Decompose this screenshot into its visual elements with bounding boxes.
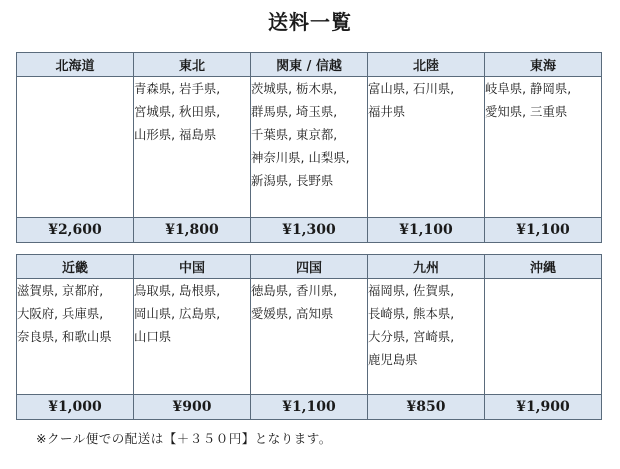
prefecture-line: 福井県 <box>368 104 406 119</box>
prefecture-line: 富山県, 石川県, <box>368 81 455 96</box>
prefecture-line: 長崎県, 熊本県, <box>368 306 455 321</box>
region-header-row <box>17 255 602 279</box>
page-title: 送料一覧 <box>268 10 352 34</box>
prefecture-cell-kinki <box>17 279 134 395</box>
prefecture-cell-kyushu <box>368 279 485 395</box>
prefecture-line: 山形県, 福島県 <box>134 127 217 142</box>
prefecture-line: 群馬県, 埼玉県, <box>251 104 338 119</box>
price-chugoku: ¥900 <box>134 395 251 420</box>
price-hokkaido: ¥2,600 <box>17 218 134 243</box>
region-header-shikoku: 四国 <box>251 255 368 279</box>
prefecture-line: 宮城県, 秋田県, <box>134 104 221 119</box>
price-kanto-shinetsu: ¥1,300 <box>251 218 368 243</box>
region-header-kinki: 近畿 <box>17 255 134 279</box>
region-header-kyushu: 九州 <box>368 255 485 279</box>
prefecture-cell-tokai <box>485 77 602 218</box>
price-row <box>17 218 602 243</box>
cool-delivery-note: ※クール便での配送は【＋３５０円】となります。 <box>36 431 332 446</box>
price-hokuriku: ¥1,100 <box>368 218 485 243</box>
price-tohoku: ¥1,800 <box>134 218 251 243</box>
price-kyushu: ¥850 <box>368 395 485 420</box>
region-header-row <box>17 53 602 77</box>
prefecture-cell-kanto-shinetsu <box>251 77 368 218</box>
prefecture-line: 岡山県, 広島県, <box>134 306 221 321</box>
prefecture-cell-tohoku <box>134 77 251 218</box>
price-shikoku: ¥1,100 <box>251 395 368 420</box>
prefecture-line: 愛媛県, 高知県 <box>251 306 334 321</box>
prefecture-cell-hokkaido <box>17 77 134 218</box>
region-header-tokai: 東海 <box>485 53 602 77</box>
shipping-table-2 <box>16 254 602 420</box>
prefecture-line: 千葉県, 東京都, <box>251 127 338 142</box>
prefecture-line: 愛知県, 三重県 <box>485 104 568 119</box>
region-header-okinawa: 沖縄 <box>485 255 602 279</box>
prefecture-cell-okinawa <box>485 279 602 395</box>
price-kinki: ¥1,000 <box>17 395 134 420</box>
prefecture-line: 福岡県, 佐賀県, <box>368 283 455 298</box>
prefecture-row <box>17 279 602 395</box>
prefecture-line: 青森県, 岩手県, <box>134 81 221 96</box>
prefecture-line: 徳島県, 香川県, <box>251 283 338 298</box>
prefecture-row <box>17 77 602 218</box>
prefecture-line: 大分県, 宮崎県, <box>368 329 455 344</box>
price-row <box>17 395 602 420</box>
region-header-chugoku: 中国 <box>134 255 251 279</box>
price-okinawa: ¥1,900 <box>485 395 602 420</box>
prefecture-cell-hokuriku <box>368 77 485 218</box>
region-header-tohoku: 東北 <box>134 53 251 77</box>
prefecture-line: 鳥取県, 島根県, <box>134 283 221 298</box>
price-tokai: ¥1,100 <box>485 218 602 243</box>
prefecture-line: 神奈川県, 山梨県, <box>251 150 350 165</box>
prefecture-cell-shikoku <box>251 279 368 395</box>
prefecture-line: 奈良県, 和歌山県 <box>17 329 112 344</box>
region-header-hokuriku: 北陸 <box>368 53 485 77</box>
prefecture-line: 鹿児島県 <box>368 352 418 367</box>
prefecture-cell-chugoku <box>134 279 251 395</box>
prefecture-line: 新潟県, 長野県 <box>251 173 334 188</box>
region-header-hokkaido: 北海道 <box>17 53 134 77</box>
region-header-kanto-shinetsu: 関東 / 信越 <box>251 53 368 77</box>
shipping-table-1 <box>16 52 602 243</box>
prefecture-line: 茨城県, 栃木県, <box>251 81 338 96</box>
prefecture-line: 大阪府, 兵庫県, <box>17 306 104 321</box>
prefecture-line: 山口県 <box>134 329 172 344</box>
prefecture-line: 岐阜県, 静岡県, <box>485 81 572 96</box>
prefecture-line: 滋賀県, 京都府, <box>17 283 104 298</box>
